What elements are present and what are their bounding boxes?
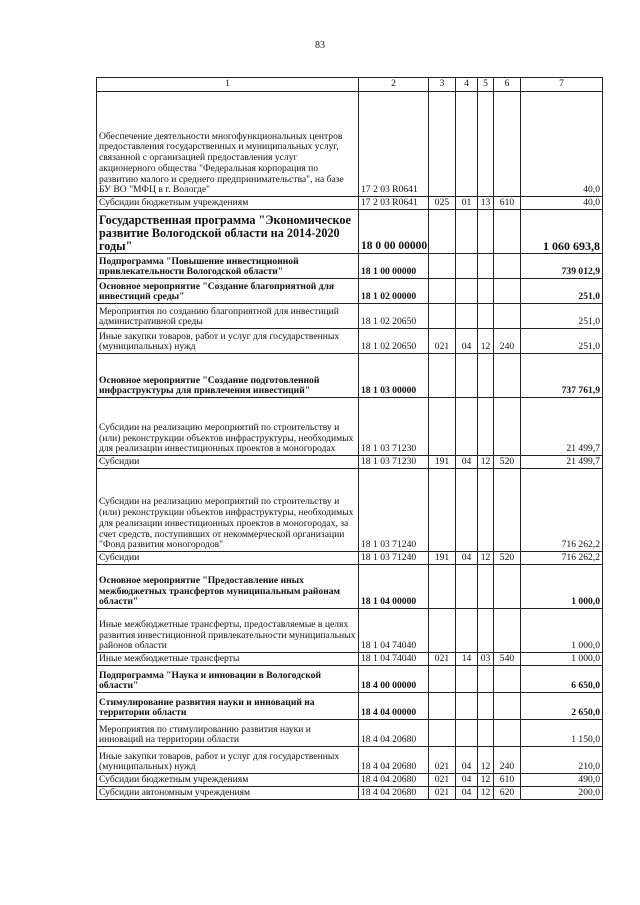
- row-expense-type: [494, 279, 521, 304]
- row-amount: 716 262,2: [521, 469, 603, 552]
- table-row: [97, 666, 603, 693]
- row-name: Субсидии на реализацию мероприятий по строительству и (или) реконструкции объектов инфраструктуры, необходимых для реализации инвестиционных проектов в моногородах: [97, 398, 359, 456]
- row-amount: 1 000,0: [521, 565, 603, 609]
- row-code: 18 1 03 71230: [359, 398, 429, 456]
- row-section: [456, 254, 478, 279]
- column-header: 1: [97, 78, 359, 92]
- row-expense-type: [494, 304, 521, 329]
- row-subsection: [478, 279, 494, 304]
- row-subsection: [478, 693, 494, 720]
- row-section: [456, 666, 478, 693]
- row-section: [456, 279, 478, 304]
- row-code: 18 1 03 71230: [359, 456, 429, 469]
- row-expense-type: [494, 398, 521, 456]
- row-subsection: 12: [478, 787, 494, 800]
- row-amount: 1 150,0: [521, 720, 603, 747]
- row-subsection: [478, 720, 494, 747]
- row-expense-type: [494, 666, 521, 693]
- row-ministry: [429, 565, 456, 609]
- row-expense-type: 520: [494, 552, 521, 565]
- row-section: 04: [456, 552, 478, 565]
- row-name: Стимулирование развития науки и инноваций на территории области: [97, 693, 359, 720]
- row-ministry: [429, 609, 456, 653]
- row-expense-type: [494, 565, 521, 609]
- row-expense-type: [494, 92, 521, 197]
- table-row: [97, 92, 603, 197]
- row-ministry: 191: [429, 456, 456, 469]
- row-ministry: 021: [429, 747, 456, 774]
- row-section: 01: [456, 197, 478, 210]
- row-ministry: 191: [429, 552, 456, 565]
- row-code: 18 4 04 20680: [359, 787, 429, 800]
- row-section: 04: [456, 787, 478, 800]
- row-amount: 6 650,0: [521, 666, 603, 693]
- column-header: 2: [359, 78, 429, 92]
- row-expense-type: 620: [494, 787, 521, 800]
- row-ministry: 021: [429, 774, 456, 787]
- row-name: Иные закупки товаров, работ и услуг для государственных (муниципальных) нужд: [97, 747, 359, 774]
- table-row: [97, 653, 603, 666]
- row-amount: 1 060 693,8: [521, 210, 603, 254]
- row-code: 18 1 04 74040: [359, 609, 429, 653]
- row-subsection: [478, 469, 494, 552]
- row-ministry: [429, 720, 456, 747]
- row-code: 18 1 02 20650: [359, 329, 429, 354]
- row-name: Субсидии: [97, 552, 359, 565]
- row-expense-type: [494, 693, 521, 720]
- table-row: [97, 354, 603, 398]
- row-expense-type: [494, 720, 521, 747]
- table-row: [97, 254, 603, 279]
- row-subsection: [478, 666, 494, 693]
- row-ministry: [429, 693, 456, 720]
- row-name: Иные закупки товаров, работ и услуг для государственных (муниципальных) нужд: [97, 329, 359, 354]
- column-header: 7: [521, 78, 603, 92]
- row-name: Субсидии автономным учреждениям: [97, 787, 359, 800]
- row-section: [456, 210, 478, 254]
- row-name: Иные межбюджетные трансферты: [97, 653, 359, 666]
- row-subsection: [478, 565, 494, 609]
- row-ministry: [429, 469, 456, 552]
- row-subsection: [478, 254, 494, 279]
- column-header: 6: [494, 78, 521, 92]
- row-ministry: [429, 254, 456, 279]
- column-header: 4: [456, 78, 478, 92]
- row-amount: 210,0: [521, 747, 603, 774]
- table-row: [97, 398, 603, 456]
- row-expense-type: 610: [494, 774, 521, 787]
- row-subsection: [478, 398, 494, 456]
- row-code: 18 4 04 20680: [359, 774, 429, 787]
- row-subsection: [478, 354, 494, 398]
- row-expense-type: 610: [494, 197, 521, 210]
- table-row: [97, 456, 603, 469]
- row-name: Подпрограмма "Наука и инновации в Вологодской области": [97, 666, 359, 693]
- row-name: Основное мероприятие "Предоставление иных межбюджетных трансфертов муниципальным районам области": [97, 565, 359, 609]
- row-code: 18 1 04 74040: [359, 653, 429, 666]
- row-expense-type: [494, 609, 521, 653]
- row-section: [456, 693, 478, 720]
- row-code: 17 2 03 R0641: [359, 92, 429, 197]
- row-subsection: 12: [478, 774, 494, 787]
- row-section: 04: [456, 774, 478, 787]
- row-expense-type: [494, 210, 521, 254]
- table-row: [97, 565, 603, 609]
- row-name: Обеспечение деятельности многофункциональных центров предоставления государственных и муниципальных услуг, связанной с организацией предоставления услуг акционерного общества "Федеральная корпорация по развитию малого и среднего предпринимательства", на базе БУ ВО "МФЦ в г. Вологде": [97, 92, 359, 197]
- row-ministry: [429, 210, 456, 254]
- row-expense-type: [494, 354, 521, 398]
- table-row: [97, 720, 603, 747]
- row-subsection: [478, 609, 494, 653]
- row-name: Субсидии бюджетным учреждениям: [97, 197, 359, 210]
- row-code: 18 1 03 00000: [359, 354, 429, 398]
- column-header: 5: [478, 78, 494, 92]
- row-name: Государственная программа "Экономическое развитие Вологодской области на 2014-2020 годы": [97, 210, 359, 254]
- table-row: [97, 787, 603, 800]
- row-section: [456, 304, 478, 329]
- table-row: [97, 329, 603, 354]
- row-expense-type: 520: [494, 456, 521, 469]
- row-code: 18 1 00 00000: [359, 254, 429, 279]
- row-code: 18 1 02 20650: [359, 304, 429, 329]
- row-name: Мероприятия по созданию благоприятной для инвестиций административной среды: [97, 304, 359, 329]
- row-ministry: [429, 354, 456, 398]
- row-name: Субсидии: [97, 456, 359, 469]
- table-row: [97, 197, 603, 210]
- row-amount: 21 499,7: [521, 398, 603, 456]
- row-amount: 251,0: [521, 279, 603, 304]
- row-code: 18 1 03 71240: [359, 552, 429, 565]
- row-subsection: 03: [478, 653, 494, 666]
- row-section: 14: [456, 653, 478, 666]
- row-ministry: [429, 92, 456, 197]
- row-section: [456, 720, 478, 747]
- table-row: [97, 774, 603, 787]
- row-code: 18 4 04 00000: [359, 693, 429, 720]
- row-code: 18 1 04 00000: [359, 565, 429, 609]
- row-code: 18 4 00 00000: [359, 666, 429, 693]
- row-ministry: [429, 398, 456, 456]
- table-row: [97, 304, 603, 329]
- row-amount: 251,0: [521, 304, 603, 329]
- row-section: [456, 609, 478, 653]
- row-name: Иные межбюджетные трансферты, предоставляемые в целях развития инвестиционной привлекательности муниципальных районов области: [97, 609, 359, 653]
- row-subsection: [478, 92, 494, 197]
- table-row: [97, 552, 603, 565]
- table-row: [97, 747, 603, 774]
- row-expense-type: 240: [494, 329, 521, 354]
- row-amount: 739 012,9: [521, 254, 603, 279]
- table-header-row: [97, 78, 603, 92]
- row-subsection: 12: [478, 552, 494, 565]
- row-section: 04: [456, 747, 478, 774]
- row-ministry: 021: [429, 653, 456, 666]
- row-subsection: 12: [478, 329, 494, 354]
- row-name: Мероприятия по стимулированию развития науки и инноваций на территории области: [97, 720, 359, 747]
- table-row: [97, 693, 603, 720]
- row-amount: 490,0: [521, 774, 603, 787]
- row-code: 17 2 03 R0641: [359, 197, 429, 210]
- row-code: 18 1 02 00000: [359, 279, 429, 304]
- row-amount: 21 499,7: [521, 456, 603, 469]
- row-subsection: 13: [478, 197, 494, 210]
- row-section: [456, 469, 478, 552]
- row-code: 18 4 04 20680: [359, 720, 429, 747]
- row-name: Основное мероприятие "Создание благоприятной для инвестиций среды": [97, 279, 359, 304]
- row-name: Подпрограмма "Повышение инвестиционной привлекательности Вологодской области": [97, 254, 359, 279]
- row-code: 18 1 03 71240: [359, 469, 429, 552]
- row-ministry: [429, 666, 456, 693]
- table-row: [97, 609, 603, 653]
- row-ministry: 021: [429, 329, 456, 354]
- row-name: Основное мероприятие "Создание подготовленной инфраструктуры для привлечения инвестиций": [97, 354, 359, 398]
- row-code: 18 0 00 00000: [359, 210, 429, 254]
- column-header: 3: [429, 78, 456, 92]
- row-subsection: [478, 210, 494, 254]
- row-section: [456, 92, 478, 197]
- row-section: [456, 354, 478, 398]
- row-subsection: 12: [478, 747, 494, 774]
- row-amount: 737 761,9: [521, 354, 603, 398]
- row-subsection: 12: [478, 456, 494, 469]
- row-expense-type: 240: [494, 747, 521, 774]
- row-name: Субсидии бюджетным учреждениям: [97, 774, 359, 787]
- row-amount: 716 262,2: [521, 552, 603, 565]
- table-row: [97, 210, 603, 254]
- page-number: 83: [315, 40, 325, 51]
- row-amount: 1 000,0: [521, 609, 603, 653]
- budget-table: [96, 77, 603, 800]
- row-ministry: [429, 304, 456, 329]
- row-section: 04: [456, 456, 478, 469]
- table-row: [97, 469, 603, 552]
- row-ministry: [429, 279, 456, 304]
- row-amount: 251,0: [521, 329, 603, 354]
- row-ministry: 021: [429, 787, 456, 800]
- row-amount: 200,0: [521, 787, 603, 800]
- row-amount: 40,0: [521, 92, 603, 197]
- row-expense-type: 540: [494, 653, 521, 666]
- row-amount: 40,0: [521, 197, 603, 210]
- row-code: 18 4 04 20680: [359, 747, 429, 774]
- row-expense-type: [494, 254, 521, 279]
- row-subsection: [478, 304, 494, 329]
- row-expense-type: [494, 469, 521, 552]
- row-ministry: 025: [429, 197, 456, 210]
- row-section: [456, 565, 478, 609]
- row-amount: 2 650,0: [521, 693, 603, 720]
- row-amount: 1 000,0: [521, 653, 603, 666]
- table-row: [97, 279, 603, 304]
- row-name: Субсидии на реализацию мероприятий по строительству и (или) реконструкции объектов инфраструктуры, необходимых для реализации инвестиционных проектов в моногородах, за счет средств, поступивших от некоммерческой организации "Фонд развития моногородов": [97, 469, 359, 552]
- row-section: 04: [456, 329, 478, 354]
- row-section: [456, 398, 478, 456]
